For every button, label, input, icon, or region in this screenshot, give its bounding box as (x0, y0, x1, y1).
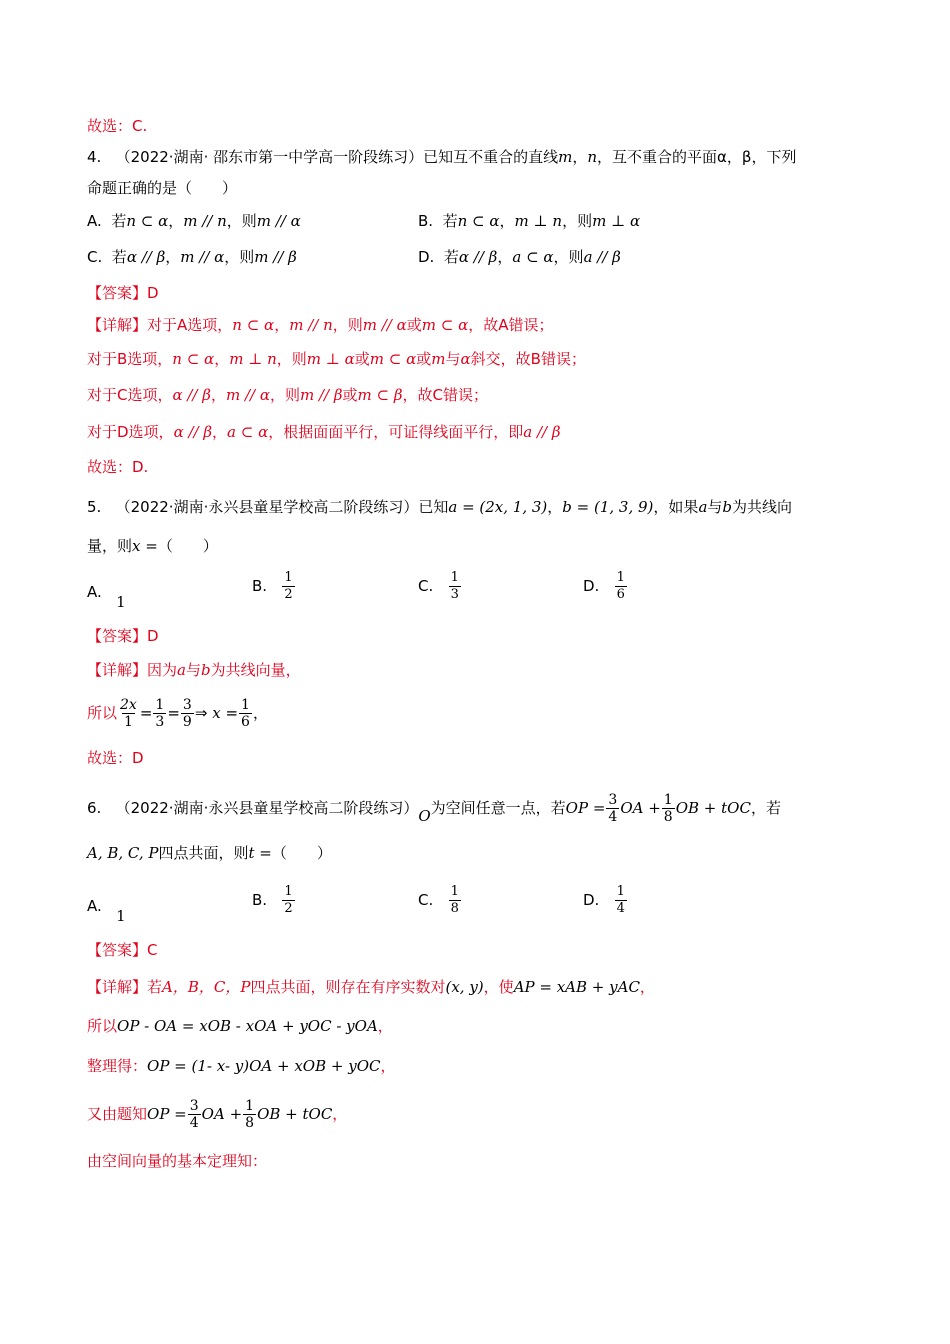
q5-detail-2 (87, 693, 860, 733)
option-math: n ⊂ α (457, 212, 500, 230)
fraction (239, 697, 252, 730)
detail-text: ，故A错误； (468, 316, 554, 334)
option-text: ，则 (226, 212, 257, 230)
detail-math: m ⊂ α (421, 316, 469, 334)
detail-math: a (177, 661, 186, 679)
q4-number: 4. (87, 148, 102, 166)
detail-math: n ⊂ α (232, 316, 275, 334)
fraction-numerator: 1 (450, 884, 459, 899)
option-label: B. (418, 212, 434, 230)
q6-source: （2022·湖南·永兴县童星学校高二阶段练习） (115, 799, 419, 817)
option-label: B. (252, 891, 268, 909)
detail-text: ， (639, 978, 655, 996)
fraction-numerator: 3 (189, 1098, 199, 1114)
option-math: α // β (458, 248, 498, 266)
q4-detail-1 (87, 315, 860, 335)
detail-math: OB + tOC (257, 1105, 333, 1123)
fraction-denominator: 9 (182, 714, 192, 730)
q4-detail-2 (87, 349, 860, 369)
q4-stem-line2: 命题正确的是（ ） (87, 179, 238, 197)
fraction-denominator: 8 (450, 901, 459, 916)
detail-text: 斜交，故B错误； (470, 350, 586, 368)
detail-text: ， (212, 423, 228, 441)
q5-vector-b: b = (1, 3, 9) (562, 498, 654, 516)
option-label: C. (87, 248, 103, 266)
option-math: m // β (254, 248, 297, 266)
option-fraction (282, 884, 294, 917)
option-text: 若 (111, 212, 127, 230)
fraction-denominator: 6 (241, 714, 250, 730)
detail-tag: 【详解】 (87, 978, 148, 996)
detail-math: (x, y) (445, 978, 484, 996)
q4-comma: ， (572, 148, 588, 166)
q5-stem-line1 (87, 497, 860, 517)
q6-detail-5: 由空间向量的基本定理知： (87, 1152, 268, 1170)
option-math: m // α (256, 212, 301, 230)
fraction (181, 697, 194, 730)
q6-option-b[interactable] (252, 884, 296, 917)
detail-text: 为共线向量， (210, 661, 301, 679)
q5-vector-a: a = (2x, 1, 3) (448, 498, 548, 516)
detail-math: OA + (201, 1105, 243, 1123)
q6-detail-2 (87, 1016, 860, 1036)
fraction-denominator: 8 (663, 809, 673, 825)
detail-math: A，B，C，P (162, 978, 251, 996)
fraction (606, 792, 619, 825)
detail-math: m ⊂ α (369, 350, 417, 368)
detail-math: OP = (147, 1105, 187, 1123)
option-text: ，则 (224, 248, 255, 266)
detail-math: x (212, 704, 221, 722)
option-text: ，则 (553, 248, 584, 266)
detail-math: a // β (523, 423, 561, 441)
fraction-numerator: 1 (616, 884, 625, 899)
option-text: ， (168, 212, 184, 230)
detail-text: ， (380, 1057, 396, 1075)
detail-math: m (431, 350, 446, 368)
option-label: C. (418, 891, 434, 909)
detail-text: 对于C选项， (87, 386, 173, 404)
detail-math: AP = xAB + yAC (513, 978, 640, 996)
q4-source: （2022·湖南· 邵东市第一中学高一阶段练习） (115, 148, 424, 166)
option-text: 若 (111, 248, 127, 266)
detail-math: m // α (362, 316, 407, 334)
option-math: m ⊥ α (592, 212, 641, 230)
q6-stem-line1 (87, 788, 860, 828)
equals-sign: = (139, 704, 153, 722)
detail-text: ，则 (332, 316, 363, 334)
option-text: ， (165, 248, 181, 266)
q4-detail-3 (87, 385, 860, 405)
option-fraction (615, 884, 627, 917)
detail-text: ， (274, 316, 290, 334)
q4-option-d[interactable] (418, 247, 621, 267)
q5-conclusion: 故选：D (87, 749, 144, 767)
q4-stem-text-2: ，互不重合的平面α，β，下列 (597, 148, 797, 166)
option-fraction (449, 570, 461, 603)
option-label: D. (418, 248, 435, 266)
detail-tag: 【详解】 (87, 316, 148, 334)
fraction-denominator: 4 (616, 901, 625, 916)
detail-math: m ⊥ n (229, 350, 277, 368)
fraction-numerator: 1 (155, 697, 165, 713)
option-label: B. (252, 577, 268, 595)
option-math: α // β (126, 248, 166, 266)
q6-stem-text: ，若 (750, 799, 781, 817)
q5-option-c[interactable] (418, 570, 462, 603)
equals-sign: = (225, 704, 239, 722)
q4-conclusion: 故选：D. (87, 458, 149, 476)
fraction-numerator: 1 (450, 570, 459, 585)
prev-conclusion: 故选：C. (87, 117, 148, 135)
q5-option-a[interactable] (87, 582, 126, 611)
fraction-numerator: 1 (616, 570, 625, 585)
detail-text: ，故C错误； (402, 386, 489, 404)
option-math: n ⊂ α (126, 212, 169, 230)
q5-detail-1 (87, 660, 860, 680)
detail-math: α // β (173, 423, 213, 441)
q6-points: A, B, C, P (87, 844, 159, 862)
q6-option-d[interactable] (583, 884, 628, 917)
fraction-numerator: 1 (284, 570, 293, 585)
detail-text: 或 (354, 350, 370, 368)
q6-vector-ob-toc: OB + tOC (675, 799, 751, 817)
fraction-denominator: 8 (245, 1115, 255, 1131)
q5-stem-text: 与 (707, 498, 723, 516)
detail-text: ， (377, 1017, 393, 1035)
q5-stem-text: 为共线向 (732, 498, 793, 516)
detail-math: OP - OA = xOB - xOA + yOC - yOA (117, 1017, 378, 1035)
fraction-numerator: 1 (663, 792, 673, 808)
q6-option-c[interactable] (418, 884, 462, 917)
q6-stem-line2 (87, 843, 860, 863)
detail-text: 或 (342, 386, 358, 404)
q4-stem-line1 (87, 147, 860, 167)
detail-text: ，则 (276, 350, 307, 368)
detail-math: m // n (289, 316, 333, 334)
fraction-denominator: 4 (608, 809, 618, 825)
equals-sign: = (167, 704, 180, 722)
q6-option-a[interactable] (87, 896, 126, 925)
q5-stem-text: ， (547, 498, 563, 516)
detail-text: 又由题知 (87, 1105, 148, 1123)
q5-stem-text: （ ） (157, 537, 218, 555)
q4-option-a[interactable] (87, 211, 301, 231)
detail-text: 所以 (87, 704, 118, 722)
option-label: A. (87, 583, 102, 601)
fraction (153, 697, 166, 730)
detail-text: ，根据面面平行，可证得线面平行，即 (268, 423, 524, 441)
q4-answer: 【答案】D (87, 284, 159, 302)
q6-detail-4 (87, 1094, 860, 1134)
detail-text: 所以 (87, 1017, 118, 1035)
q6-detail-1 (87, 977, 860, 997)
fraction (188, 1098, 201, 1131)
detail-text: 因为 (147, 661, 178, 679)
option-text: 若 (443, 248, 459, 266)
fraction-numerator: 3 (608, 792, 618, 808)
detail-text: 四点共面，则存在有序实数对 (250, 978, 446, 996)
detail-math: m ⊥ α (306, 350, 355, 368)
option-fraction (615, 570, 627, 603)
option-fraction (449, 884, 461, 917)
fraction-numerator: 1 (245, 1098, 255, 1114)
detail-text: ， (210, 386, 226, 404)
q4-detail-4 (87, 422, 860, 442)
option-label: D. (583, 577, 600, 595)
detail-math: OP = (1- x- y)OA + xOB + yOC (147, 1057, 381, 1075)
option-label: C. (418, 577, 434, 595)
option-math: a ⊂ α (512, 248, 554, 266)
q5-stem-text: ，如果 (653, 498, 699, 516)
q4-var-m: m (558, 148, 573, 166)
detail-math: α // β (172, 386, 211, 404)
detail-text: 与 (445, 350, 461, 368)
fraction-numerator: 3 (182, 697, 192, 713)
option-label: D. (583, 891, 600, 909)
option-label: A. (87, 212, 102, 230)
q5-stem-line2 (87, 536, 860, 556)
option-text: ， (497, 248, 513, 266)
fraction-denominator: 3 (450, 587, 459, 602)
q5-var-b: b (722, 498, 733, 516)
option-value: 1 (116, 593, 126, 611)
detail-math: m // β (299, 386, 343, 404)
option-label: A. (87, 897, 102, 915)
q6-answer: 【答案】C (87, 941, 158, 959)
detail-text: 与 (185, 661, 201, 679)
q6-stem-text: 为空间任意一点，若 (430, 799, 566, 817)
implies-sign: ⇒ (194, 704, 208, 722)
q6-detail-3 (87, 1056, 860, 1076)
q6-point-o: O (418, 807, 431, 825)
detail-text: 对于D选项， (87, 423, 174, 441)
q5-var-a: a (698, 498, 708, 516)
option-math: m // α (180, 248, 225, 266)
q6-vector-op: OP = (565, 799, 606, 817)
detail-text: 对于A选项， (147, 316, 233, 334)
detail-text: ， (214, 350, 230, 368)
fraction-denominator: 2 (284, 901, 293, 916)
option-value: 1 (116, 907, 126, 925)
fraction-numerator: 2x (120, 697, 137, 713)
fraction (118, 697, 139, 730)
detail-text: 对于B选项， (87, 350, 173, 368)
detail-math: b (201, 661, 211, 679)
detail-text: 或 (416, 350, 432, 368)
option-text: ，则 (562, 212, 593, 230)
q4-option-c[interactable] (87, 247, 297, 267)
fraction-denominator: 3 (155, 714, 165, 730)
option-text: ， (499, 212, 515, 230)
detail-math: n ⊂ α (172, 350, 215, 368)
detail-math: m // α (225, 386, 270, 404)
q6-stem-text: 四点共面，则 (158, 844, 249, 862)
fraction-denominator: 6 (616, 587, 625, 602)
q6-vector-oa: OA + (620, 799, 661, 817)
q5-stem-text: 已知 (418, 498, 449, 516)
q5-answer: 【答案】D (87, 627, 159, 645)
detail-math: m ⊂ β (357, 386, 403, 404)
fraction-numerator: 1 (241, 697, 250, 713)
q6-t-equals: t = (248, 844, 272, 862)
q5-number: 5. (87, 498, 102, 516)
detail-text: ，则 (269, 386, 300, 404)
q4-stem-text: 已知互不重合的直线 (423, 148, 559, 166)
detail-text: 若 (147, 978, 163, 996)
detail-text: ，使 (483, 978, 514, 996)
detail-text: ， (332, 1105, 348, 1123)
option-math: a // β (583, 248, 621, 266)
detail-text: 整理得： (87, 1057, 148, 1075)
fraction-denominator: 2 (284, 587, 293, 602)
option-math: m ⊥ n (514, 212, 563, 230)
option-fraction (282, 570, 294, 603)
fraction (662, 792, 675, 825)
q5-option-b[interactable] (252, 570, 296, 603)
q4-option-b[interactable] (418, 211, 640, 231)
q5-source: （2022·湖南·永兴县童星学校高二阶段练习） (115, 498, 419, 516)
detail-math: α (460, 350, 471, 368)
q6-number: 6. (87, 799, 102, 817)
fraction-denominator: 4 (189, 1115, 199, 1131)
detail-math: a ⊂ α (227, 423, 269, 441)
fraction-denominator: 1 (123, 714, 133, 730)
detail-text: ， (252, 704, 268, 722)
detail-text: 或 (406, 316, 422, 334)
q5-stem-text: 量，则 (87, 537, 133, 555)
fraction-numerator: 1 (284, 884, 293, 899)
detail-tag: 【详解】 (87, 661, 148, 679)
q5-option-d[interactable] (583, 570, 628, 603)
q6-stem-text: （ ） (271, 844, 332, 862)
q5-x-equals: x = (132, 537, 158, 555)
fraction (243, 1098, 256, 1131)
q4-var-n: n (587, 148, 598, 166)
option-text: 若 (442, 212, 458, 230)
option-math: m // n (183, 212, 227, 230)
